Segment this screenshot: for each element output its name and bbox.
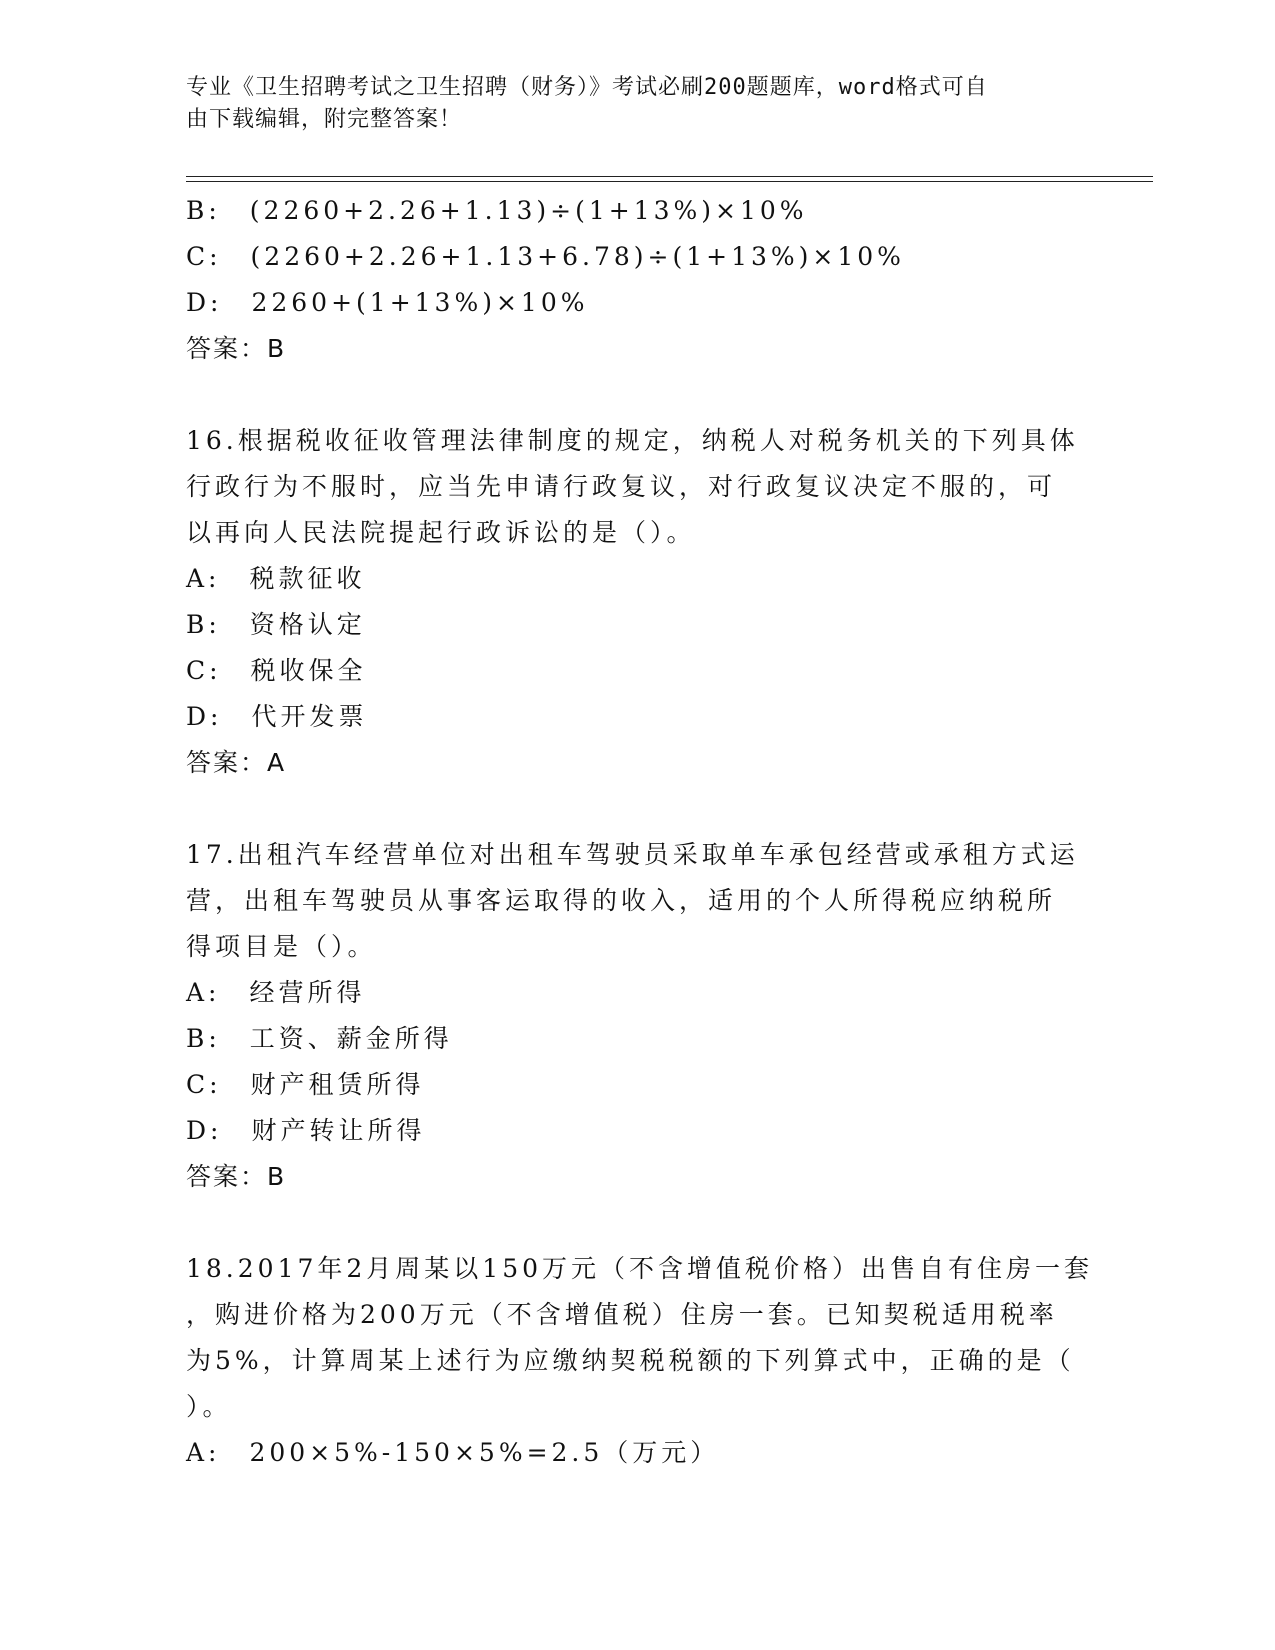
spacer bbox=[186, 372, 1086, 418]
option-c: C: 税收保全 bbox=[186, 656, 367, 685]
header-divider-top bbox=[186, 176, 1153, 177]
option-b: B: (2260+2.26+1.13)÷(1+13%)×10% bbox=[186, 196, 808, 225]
answer-line: 答案：A bbox=[186, 748, 287, 777]
spacer bbox=[186, 786, 1086, 832]
option-d: D: 代开发票 bbox=[186, 702, 368, 731]
question-text-line: 为5%，计算周某上述行为应缴纳契税税额的下列算式中，正确的是（ bbox=[186, 1346, 1075, 1375]
question-text-line: 营，出租车驾驶员从事客运取得的收入，适用的个人所得税应纳税所 bbox=[186, 886, 1057, 915]
document-body bbox=[186, 188, 1094, 1476]
question-17 bbox=[186, 832, 1086, 1200]
answer-line: 答案：B bbox=[186, 334, 287, 363]
option-d: D: 2260+(1+13%)×10% bbox=[186, 288, 589, 317]
option-c: C: 财产租赁所得 bbox=[186, 1070, 425, 1099]
question-text-line: 得项目是（）。 bbox=[186, 932, 377, 961]
spacer bbox=[186, 1200, 1086, 1246]
question-18 bbox=[186, 1246, 1094, 1476]
question-text bbox=[186, 832, 1079, 970]
option-b: B: 资格认定 bbox=[186, 610, 366, 639]
option-a: A: 税款征收 bbox=[186, 564, 366, 593]
question-text bbox=[186, 1246, 1094, 1430]
header-divider-bottom bbox=[186, 181, 1153, 182]
option-a: A: 经营所得 bbox=[186, 978, 366, 1007]
question-text-line: 以再向人民法院提起行政诉讼的是（）。 bbox=[186, 518, 696, 547]
question-text bbox=[186, 418, 1079, 556]
question-text-line: 17.出租汽车经营单位对出租车驾驶员采取单车承包经营或承租方式运 bbox=[186, 840, 1079, 869]
question-16 bbox=[186, 418, 1086, 786]
header-line-1: 专业《卫生招聘考试之卫生招聘（财务）》考试必刷200题题库，word格式可自 bbox=[186, 75, 988, 100]
question-text-line: 16.根据税收征收管理法律制度的规定，纳税人对税务机关的下列具体 bbox=[186, 426, 1079, 455]
answer-line: 答案：B bbox=[186, 1162, 287, 1191]
question-text-line: 18.2017年2月周某以150万元（不含增值税价格）出售自有住房一套 bbox=[186, 1254, 1094, 1283]
option-a: A: 200×5%-150×5%=2.5（万元） bbox=[186, 1438, 720, 1467]
option-b: B: 工资、薪金所得 bbox=[186, 1024, 453, 1053]
header-line-2: 由下载编辑，附完整答案！ bbox=[186, 107, 463, 132]
question-text-line: 行政行为不服时，应当先申请行政复议，对行政复议决定不服的，可 bbox=[186, 472, 1057, 501]
option-d: D: 财产转让所得 bbox=[186, 1116, 426, 1145]
option-c: C: (2260+2.26+1.13+6.78)÷(1+13%)×10% bbox=[186, 242, 905, 271]
question-text-line: ，购进价格为200万元（不含增值税）住房一套。已知契税适用税率 bbox=[186, 1300, 1058, 1329]
question-15-tail bbox=[186, 188, 1086, 372]
document-header bbox=[186, 72, 1086, 136]
question-text-line: ）。 bbox=[186, 1392, 232, 1421]
